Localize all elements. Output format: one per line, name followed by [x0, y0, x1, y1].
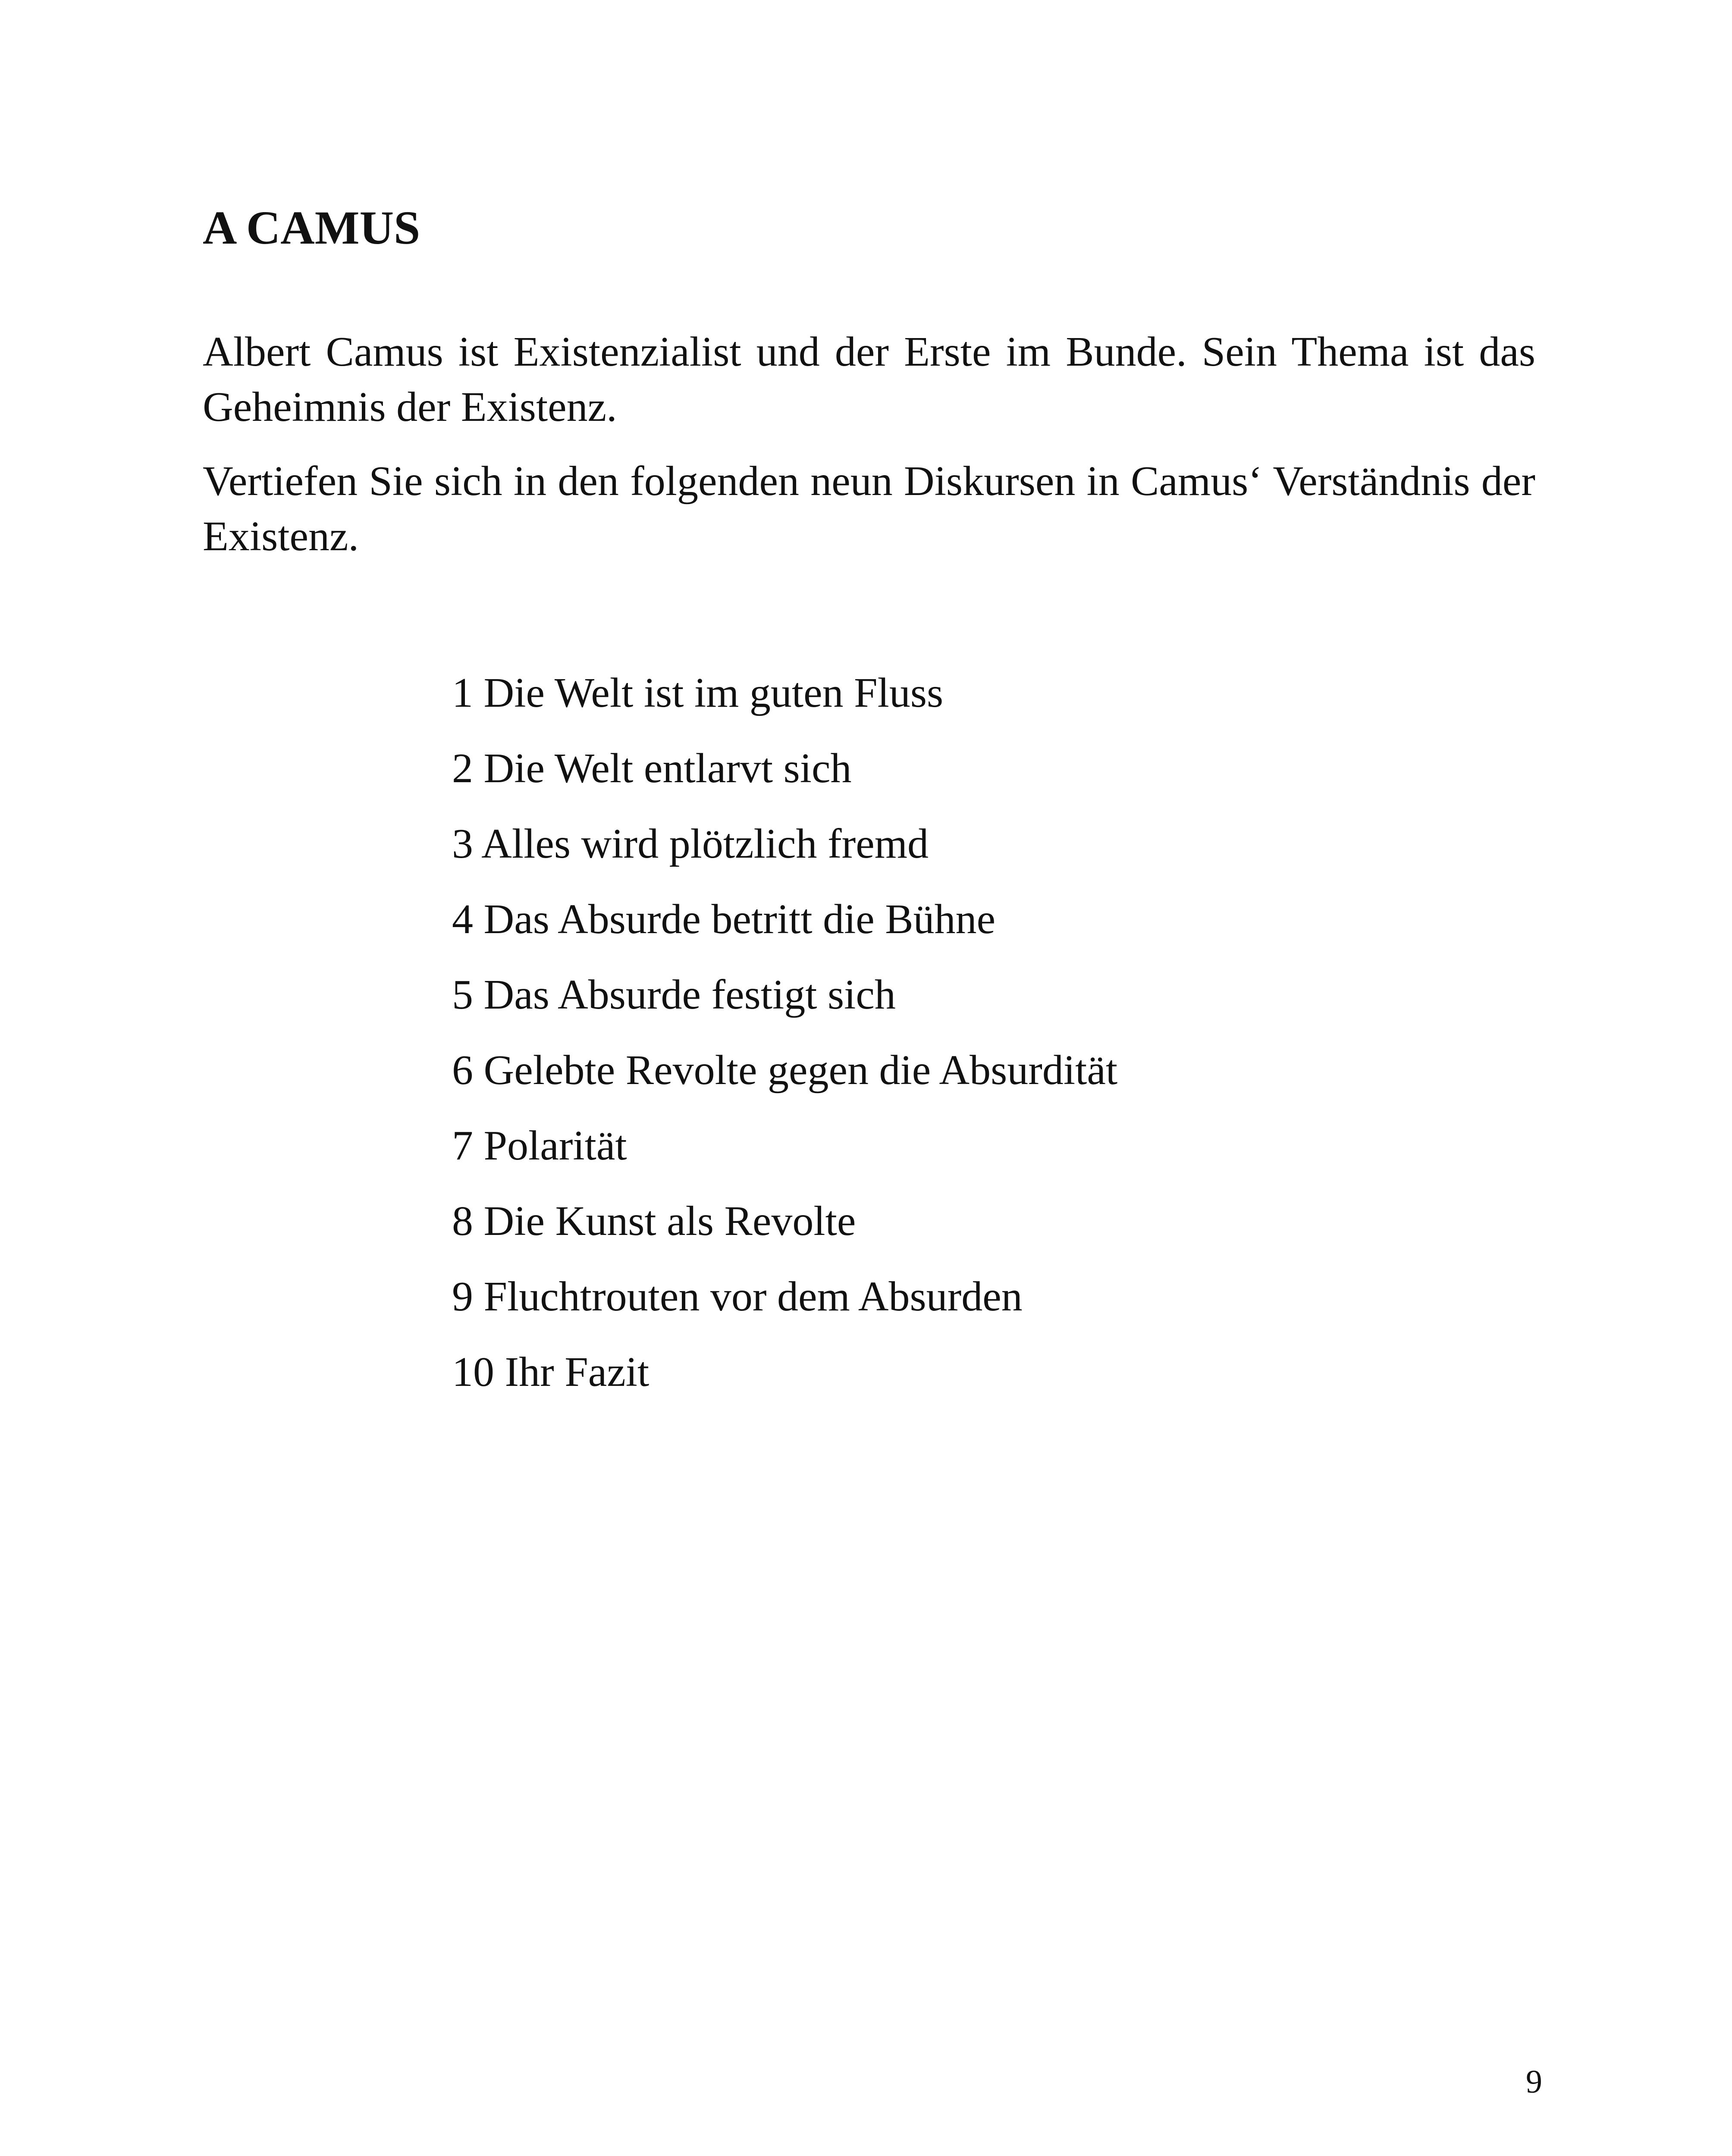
discourse-list [452, 655, 1117, 1410]
list-item: 8 Die Kunst als Revolte [452, 1198, 856, 1244]
page-number: 9 [1526, 2064, 1542, 2100]
list-item: 2 Die Welt entlarvt sich [452, 745, 852, 792]
intro-paragraph-2: Vertiefen Sie sich in den folgenden neun Diskursen in Camus‘ Verständnis der Existenz. [203, 458, 1535, 560]
chapter-heading: A CAMUS [203, 201, 420, 254]
intro-paragraph-1: Albert Camus ist Existenzialist und der Erste im Bunde. Sein Thema ist das Geheimnis der Existenz. [203, 329, 1535, 430]
list-item: 3 Alles wird plötzlich fremd [452, 821, 929, 867]
list-item: 4 Das Absurde betritt die Bühne [452, 896, 996, 943]
list-item: 9 Fluchtrouten vor dem Absurden [452, 1273, 1023, 1320]
list-item: 1 Die Welt ist im guten Fluss [452, 670, 944, 716]
list-item: 6 Gelebte Revolte gegen die Absurdität [452, 1047, 1118, 1094]
list-item: 10 Ihr Fazit [452, 1349, 650, 1395]
list-item: 5 Das Absurde festigt sich [452, 971, 896, 1018]
list-item: 7 Polarität [452, 1122, 627, 1169]
